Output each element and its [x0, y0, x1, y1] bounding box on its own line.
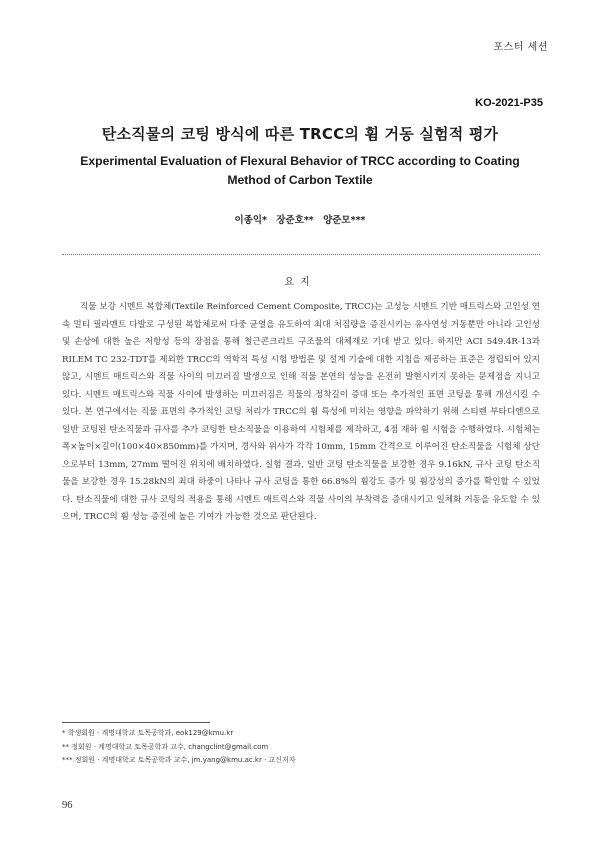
page-number: 96	[62, 800, 73, 811]
author-list: 이종익* 장준호** 양준모***	[234, 215, 366, 226]
abstract-body: 직물 보강 시멘트 복합체(Textile Reinforced Cement Composite, TRCC)는 고성능 시멘트 기반 매트릭스와 고인성 연속 멀티 필라멘트 다발로 구성된 복합체로써 다중 균열을 유도하여 최대 처짐량을 증진시키는 유사연성 거동뿐만 아니라 고인성 및 손상에 대한 높은 저항성 등의 장점을 통해 철근콘크리트 구조물의 대체재로 기대 받고 있다. 하지만 ACI 549.4R-13과 RILEM TC 232-TDT를 제외한 TRCC의 역학적 특성 시험 방법론 및 설계 기술에 대한 지침을 제공하는 표준은 정립되어 있지 않고, 시멘트 매트릭스와 직물 사이의 미끄러짐 발생으로 인해 직물 본연의 성능을 온전히 발현시키지 못하는 문제점을 지니고 있다. 시멘트 매트릭스와 직물 사이에 발생하는 미끄러짐은 직물의 정착길이 증대 또는 추가적인 표면 코팅을 통해 개선시킬 수 있다. 본 연구에서는 직물 표면의 추가적인 코팅 처리가 TRCC의 휨 특성에 미치는 영향을 파악하기 위해 스티렌 부타디엔으로 일반 코팅된 탄소직물과 규사를 추가 코팅한 탄소직물을 이용하여 시험체를 제작하고, 4점 재하 휨 시험을 수행하였다. 시험체는 폭×높이×길이(100×40×850mm)를 가지며, 경사와 위사가 각각 10mm, 15mm 간격으로 이루어진 탄소직물을 시험체 상단으로부터 13mm, 27mm 떨어진 위치에 배치하였다. 실험 결과, 일반 코팅 탄소직물을 보강한 경우 9.16kN, 규사 코팅 탄소직물을 보강한 경우 15.28kN의 최대 하중이 나타나 규사 코팅을 통한 66.8%의 휨강도 증가 및 휨강성의 증가를 확인할 수 있었다. 탄소직물에 대한 규사 코팅의 적용을 통해 시멘트 매트릭스와 직물 사이의 부착력을 증대시키고 일체화 거동을 유도할 수 있으며, TRCC의 휨 성능 증진에 높은 기여가 가능한 것으로 판단된다.	[62, 302, 540, 522]
section-divider	[62, 254, 540, 255]
abstract-heading: 요지	[284, 277, 316, 288]
footnote-item: * 학생회원 · 계명대학교 토목공학과, eok129@kmu.kr	[62, 729, 234, 737]
footnote-divider	[62, 722, 210, 723]
korean-title: 탄소직물의 코팅 방식에 따른 TRCC의 휨 거동 실험적 평가	[101, 125, 499, 143]
paper-id: KO-2021-P35	[475, 97, 543, 109]
english-title: Experimental Evaluation of Flexural Behavior of TRCC according to Coating Method of Carbon Textile	[80, 154, 520, 187]
footnote-item: *** 정회원 · 계명대학교 토목공학과 교수, jm.yang@kmu.ac.kr · 교신저자	[62, 756, 296, 764]
session-label: 포스터 세션	[493, 42, 548, 53]
footnotes	[62, 727, 542, 768]
footnote-item: ** 정회원 · 계명대학교 토목공학과 교수, changclint@gmail.com	[62, 742, 269, 751]
